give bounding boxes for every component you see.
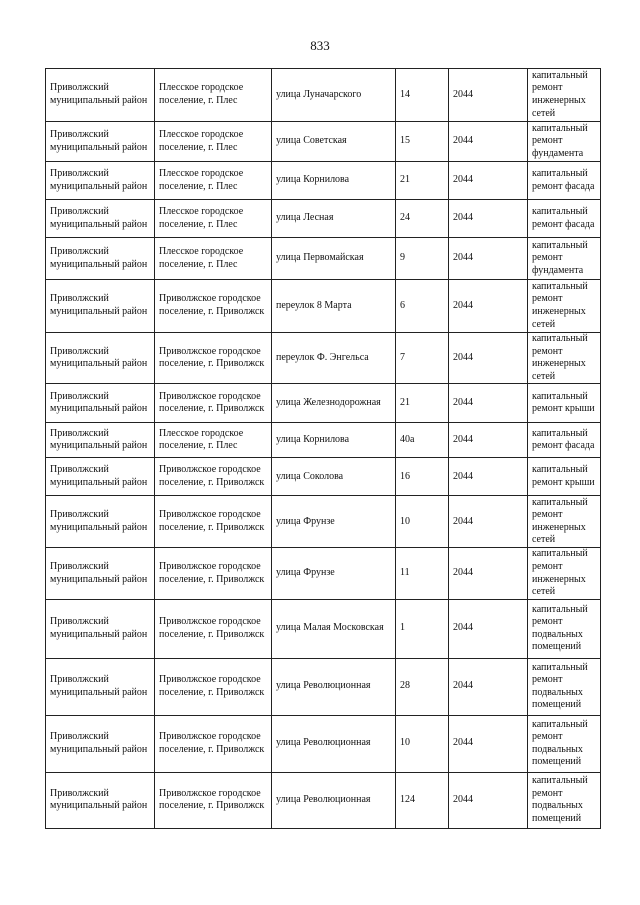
district-cell: Приволжский муниципальный район — [46, 772, 155, 828]
work-type-cell: капитальный ремонт инженерных сетей — [528, 333, 601, 384]
table-row — [46, 599, 601, 658]
table-row — [46, 658, 601, 715]
table-row — [46, 333, 601, 384]
settlement-cell: Плесское городское поселение, г. Плес — [155, 162, 272, 200]
table-row — [46, 715, 601, 772]
settlement-cell: Плесское городское поселение, г. Плес — [155, 238, 272, 280]
street-cell: улица Фрунзе — [272, 496, 396, 548]
year-cell: 2044 — [449, 548, 528, 599]
district-cell: Приволжский муниципальный район — [46, 548, 155, 599]
street-cell: улица Корнилова — [272, 162, 396, 200]
street-cell: улица Малая Московская — [272, 599, 396, 658]
year-cell: 2044 — [449, 658, 528, 715]
work-type-cell: капитальный ремонт подвальных помещений — [528, 599, 601, 658]
settlement-cell: Плесское городское поселение, г. Плес — [155, 423, 272, 458]
work-type-cell: капитальный ремонт фасада — [528, 200, 601, 238]
table-row — [46, 548, 601, 599]
table-row — [46, 772, 601, 828]
table-row — [46, 238, 601, 280]
street-cell: улица Фрунзе — [272, 548, 396, 599]
table-row — [46, 458, 601, 496]
year-cell: 2044 — [449, 772, 528, 828]
year-cell: 2044 — [449, 599, 528, 658]
table-row — [46, 69, 601, 122]
settlement-cell: Приволжское городское поселение, г. Приволжск — [155, 772, 272, 828]
house-number-cell: 15 — [396, 122, 449, 162]
street-cell: переулок 8 Марта — [272, 280, 396, 333]
house-number-cell: 124 — [396, 772, 449, 828]
street-cell: улица Железнодорожная — [272, 384, 396, 423]
work-type-cell: капитальный ремонт крыши — [528, 384, 601, 423]
work-type-cell: капитальный ремонт инженерных сетей — [528, 69, 601, 122]
year-cell: 2044 — [449, 280, 528, 333]
district-cell: Приволжский муниципальный район — [46, 200, 155, 238]
street-cell: улица Соколова — [272, 458, 396, 496]
settlement-cell: Приволжское городское поселение, г. Приволжск — [155, 333, 272, 384]
work-type-cell: капитальный ремонт фундамента — [528, 122, 601, 162]
work-type-cell: капитальный ремонт подвальных помещений — [528, 658, 601, 715]
house-number-cell: 28 — [396, 658, 449, 715]
district-cell: Приволжский муниципальный район — [46, 162, 155, 200]
settlement-cell: Приволжское городское поселение, г. Приволжск — [155, 384, 272, 423]
house-number-cell: 21 — [396, 162, 449, 200]
settlement-cell: Приволжское городское поселение, г. Приволжск — [155, 599, 272, 658]
table-row — [46, 423, 601, 458]
year-cell: 2044 — [449, 423, 528, 458]
street-cell: улица Революционная — [272, 772, 396, 828]
page-number: 833 — [310, 38, 330, 53]
street-cell: улица Луначарского — [272, 69, 396, 122]
year-cell: 2044 — [449, 496, 528, 548]
house-number-cell: 24 — [396, 200, 449, 238]
year-cell: 2044 — [449, 200, 528, 238]
work-type-cell: капитальный ремонт инженерных сетей — [528, 548, 601, 599]
house-number-cell: 21 — [396, 384, 449, 423]
street-cell: улица Первомайская — [272, 238, 396, 280]
table-row — [46, 200, 601, 238]
district-cell: Приволжский муниципальный район — [46, 122, 155, 162]
district-cell: Приволжский муниципальный район — [46, 658, 155, 715]
street-cell: улица Революционная — [272, 658, 396, 715]
street-cell: улица Советская — [272, 122, 396, 162]
district-cell: Приволжский муниципальный район — [46, 458, 155, 496]
year-cell: 2044 — [449, 715, 528, 772]
repair-register-table — [45, 68, 601, 829]
work-type-cell: капитальный ремонт фасада — [528, 162, 601, 200]
settlement-cell: Плесское городское поселение, г. Плес — [155, 69, 272, 122]
street-cell: переулок Ф. Энгельса — [272, 333, 396, 384]
district-cell: Приволжский муниципальный район — [46, 423, 155, 458]
house-number-cell: 7 — [396, 333, 449, 384]
settlement-cell: Плесское городское поселение, г. Плес — [155, 200, 272, 238]
house-number-cell: 14 — [396, 69, 449, 122]
settlement-cell: Плесское городское поселение, г. Плес — [155, 122, 272, 162]
district-cell: Приволжский муниципальный район — [46, 496, 155, 548]
district-cell: Приволжский муниципальный район — [46, 69, 155, 122]
year-cell: 2044 — [449, 458, 528, 496]
year-cell: 2044 — [449, 122, 528, 162]
year-cell: 2044 — [449, 384, 528, 423]
district-cell: Приволжский муниципальный район — [46, 599, 155, 658]
house-number-cell: 10 — [396, 496, 449, 548]
district-cell: Приволжский муниципальный район — [46, 715, 155, 772]
district-cell: Приволжский муниципальный район — [46, 384, 155, 423]
work-type-cell: капитальный ремонт инженерных сетей — [528, 496, 601, 548]
table-row — [46, 384, 601, 423]
settlement-cell: Приволжское городское поселение, г. Приволжск — [155, 458, 272, 496]
settlement-cell: Приволжское городское поселение, г. Приволжск — [155, 496, 272, 548]
table-row — [46, 496, 601, 548]
district-cell: Приволжский муниципальный район — [46, 280, 155, 333]
work-type-cell: капитальный ремонт подвальных помещений — [528, 715, 601, 772]
house-number-cell: 9 — [396, 238, 449, 280]
table-row — [46, 280, 601, 333]
year-cell: 2044 — [449, 333, 528, 384]
year-cell: 2044 — [449, 162, 528, 200]
table-row — [46, 122, 601, 162]
settlement-cell: Приволжское городское поселение, г. Приволжск — [155, 548, 272, 599]
house-number-cell: 40а — [396, 423, 449, 458]
district-cell: Приволжский муниципальный район — [46, 238, 155, 280]
settlement-cell: Приволжское городское поселение, г. Приволжск — [155, 280, 272, 333]
house-number-cell: 10 — [396, 715, 449, 772]
settlement-cell: Приволжское городское поселение, г. Приволжск — [155, 715, 272, 772]
street-cell: улица Корнилова — [272, 423, 396, 458]
work-type-cell: капитальный ремонт инженерных сетей — [528, 280, 601, 333]
table-row — [46, 162, 601, 200]
street-cell: улица Лесная — [272, 200, 396, 238]
work-type-cell: капитальный ремонт подвальных помещений — [528, 772, 601, 828]
house-number-cell: 16 — [396, 458, 449, 496]
work-type-cell: капитальный ремонт фундамента — [528, 238, 601, 280]
house-number-cell: 6 — [396, 280, 449, 333]
house-number-cell: 11 — [396, 548, 449, 599]
settlement-cell: Приволжское городское поселение, г. Приволжск — [155, 658, 272, 715]
year-cell: 2044 — [449, 69, 528, 122]
street-cell: улица Революционная — [272, 715, 396, 772]
house-number-cell: 1 — [396, 599, 449, 658]
work-type-cell: капитальный ремонт фасада — [528, 423, 601, 458]
work-type-cell: капитальный ремонт крыши — [528, 458, 601, 496]
year-cell: 2044 — [449, 238, 528, 280]
district-cell: Приволжский муниципальный район — [46, 333, 155, 384]
